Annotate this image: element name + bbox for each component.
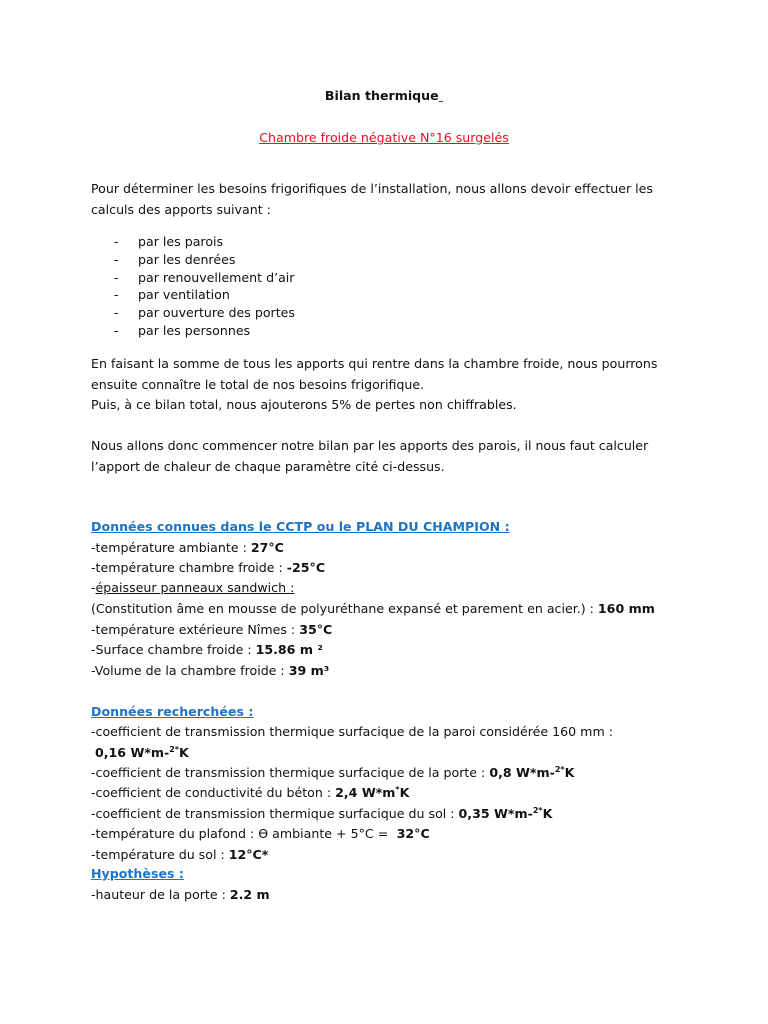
known-label: -température ambiante : xyxy=(91,540,251,555)
list-item-text: par les denrées xyxy=(138,252,236,267)
known-label: -température extérieure Nîmes : xyxy=(91,622,300,637)
list-item-text: par renouvellement d’air xyxy=(138,270,295,285)
known-value: 35°C xyxy=(299,622,333,637)
known-label: -température chambre froide : xyxy=(91,560,287,575)
list-dash: - xyxy=(114,305,119,320)
searched-sol xyxy=(91,806,552,822)
list-dash: - xyxy=(114,234,119,249)
list-dash: - xyxy=(114,287,119,302)
list-dash: - xyxy=(114,252,119,267)
hypotheses-value: 2.2 m xyxy=(229,887,270,902)
known-volume xyxy=(91,663,329,679)
searched-value: 2,4 W*m*K xyxy=(335,785,410,800)
known-label: -Surface chambre froide : xyxy=(91,642,256,657)
known-value: -25°C xyxy=(286,560,326,575)
paragraph2-line-3: Puis, à ce bilan total, nous ajouterons 5% de pertes non chiffrables. xyxy=(91,397,517,412)
list-item-text: par les personnes xyxy=(138,323,251,338)
paragraph2-line-2: ensuite connaître le total de nos besoins frigorifique. xyxy=(91,377,425,392)
known-constitution xyxy=(91,601,655,617)
searched-label: -coefficient de transmission thermique surfacique du sol : xyxy=(91,806,459,821)
list-item-text: par ventilation xyxy=(138,287,230,302)
searched-paroi-value: 0,16 W*m-$^{2*}$K xyxy=(95,745,189,760)
known-epaisseur xyxy=(91,580,294,596)
searched-temp-sol xyxy=(91,847,268,863)
searched-value: 0,35 W*m-$^{2*}$K xyxy=(458,806,553,821)
searched-plafond xyxy=(91,826,430,842)
searched-paroi-label: -coefficient de transmission thermique surfacique de la paroi considérée 160 mm : xyxy=(91,724,613,739)
known-dash: - xyxy=(91,580,96,595)
searched-value: 0,8 W*m-$^{2*}$K xyxy=(489,765,575,780)
known-surface xyxy=(91,642,323,658)
intro-line-1: Pour déterminer les besoins frigorifiques de l’installation, nous allons devoir effectuer les xyxy=(91,181,653,196)
list-item-text: par les parois xyxy=(138,234,224,249)
known-label: (Constitution âme en mousse de polyuréthane expansé et parement en acier.) : xyxy=(91,601,598,616)
searched-label: -coefficient de transmission thermique surfacique de la porte : xyxy=(91,765,490,780)
known-label: épaisseur panneaux sandwich : xyxy=(95,580,295,595)
searched-label: -température du sol : xyxy=(91,847,229,862)
searched-label: -coefficient de conductivité du béton : xyxy=(91,785,336,800)
paragraph3-line-2: l’apport de chaleur de chaque paramètre cité ci-dessus. xyxy=(91,459,445,474)
paragraph3-line-1: Nous allons donc commencer notre bilan par les apports des parois, il nous faut calculer xyxy=(91,438,649,453)
searched-value: 32°C xyxy=(392,826,430,841)
known-temp-ambiante xyxy=(91,540,284,556)
hypotheses-porte xyxy=(91,887,270,903)
list-dash: - xyxy=(114,323,119,338)
known-temp-nimes xyxy=(91,622,332,638)
document-title xyxy=(0,88,768,104)
document-subtitle: Chambre froide négative N°16 surgelés xyxy=(259,130,509,145)
paragraph2-line-1: En faisant la somme de tous les apports qui rentre dans la chambre froide, nous pourrons xyxy=(91,356,658,371)
known-value: 160 mm xyxy=(597,601,655,616)
hypotheses-heading: Hypothèses : xyxy=(91,866,184,881)
intro-line-2: calculs des apports suivant : xyxy=(91,202,271,217)
title-text: Bilan thermique xyxy=(324,88,439,103)
known-value: 15.86 m ² xyxy=(255,642,323,657)
list-dash: - xyxy=(114,270,119,285)
searched-porte xyxy=(91,765,574,781)
hypotheses-label: -hauteur de la porte : xyxy=(91,887,230,902)
known-data-heading: Données connues dans le CCTP ou le PLAN DU CHAMPION : xyxy=(91,519,510,534)
known-temp-chambre xyxy=(91,560,325,576)
searched-value: 12°C* xyxy=(228,847,269,862)
searched-data-heading: Données recherchées : xyxy=(91,704,254,719)
searched-beton xyxy=(91,785,409,801)
known-value: 27°C xyxy=(250,540,284,555)
known-label: -Volume de la chambre froide : xyxy=(91,663,289,678)
known-value: 39 m³ xyxy=(288,663,330,678)
list-item-text: par ouverture des portes xyxy=(138,305,295,320)
searched-label: -température du plafond : ϴ ambiante + 5°C = xyxy=(91,826,393,841)
